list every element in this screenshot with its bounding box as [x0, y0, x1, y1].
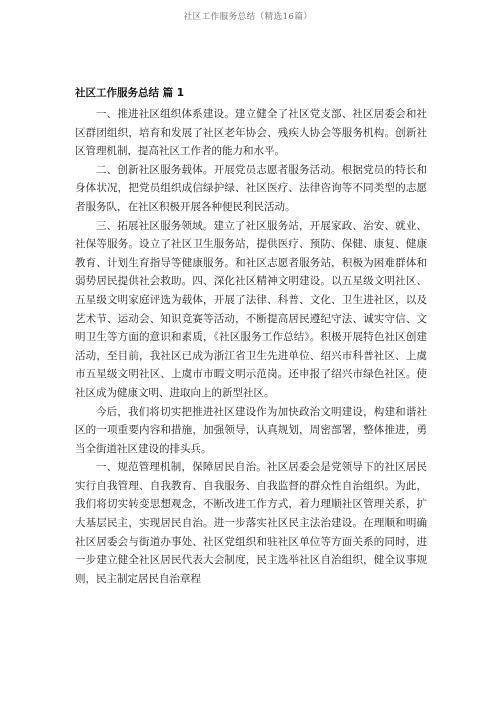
- section-title: 社区工作服务总结 篇 1: [75, 87, 185, 99]
- paragraph-4: 今后，我们将切实把推进社区建设作为加快政治文明建设，构建和谐社区的一项重要内容和措施，加强领导，认真规划，周密部署，整体推进，勇当全街道社区建设的排头兵。: [75, 405, 427, 455]
- paragraph-2: 二、创新社区服务载体。开展党员志愿者服务活动。根据党员的特长和身体状况，把党员组织成信绿护绿、社区医疗、法律咨询等不同类型的志愿者服务队，在社区积极开展各种便民利民活动。: [75, 163, 427, 213]
- document-header: 社区工作服务总结（精选16篇）: [183, 12, 313, 22]
- paragraph-3: 三、拓展社区服务领域。建立了社区服务站，开展家政、治安、就业、社保等服务。设立了社区卫生服务站，提供医疗、预防、保健、康复、健康教育、计划生育指导等健康服务。和社区志愿者服务站，积极为困难群体和弱势居民提供社会救助。四、深化社区精神文明建设。以五星级文明社区、五星级文明家庭评选为载体，开展了法律、科普、文化、卫生进社区，以及艺术节、运动会、知识竞赛等活动，不断提高居民遵纪守法、诚实守信、文明卫生等方面的意识和素质，《社区服务工作总结》。积极开展特色社区创建活动，至目前，我社区已成为浙江省卫生先进单位、绍兴市科普社区、上虞市五星级文明社区、上虞市市暇文明示范岗。还申报了绍兴市绿色社区。使社区成为健康文明、进取向上的新型社区。: [75, 219, 427, 399]
- paragraph-5: 一、规范管理机制，保障居民自治。社区居委会是党领导下的社区居民实行自我管理、自我教育、自我服务、自我监督的群众性自治组织。为此，我们将切实转变思想观念，不断改进工作方式，着力理顺社区管理关系，扩大基层民主，实现居民自治。进一步落实社区民主法治建设。在理顺和明确社区居委会与街道办事处、社区党组织和驻社区单位等方面关系的同时，进一步建立健全社区居民代表大会制度，民主选举社区自治组织，健全议事规则，民主制定居民自治章程: [75, 461, 427, 585]
- document-body: [75, 84, 427, 588]
- paragraph-1: 一、推进社区组织体系建设。建立健全了社区党支部、社区居委会和社区群团组织，培育和发展了社区老年协会、残疾人协会等服务机构。创新社区管理机制，提高社区工作者的能力和水平。: [75, 108, 427, 158]
